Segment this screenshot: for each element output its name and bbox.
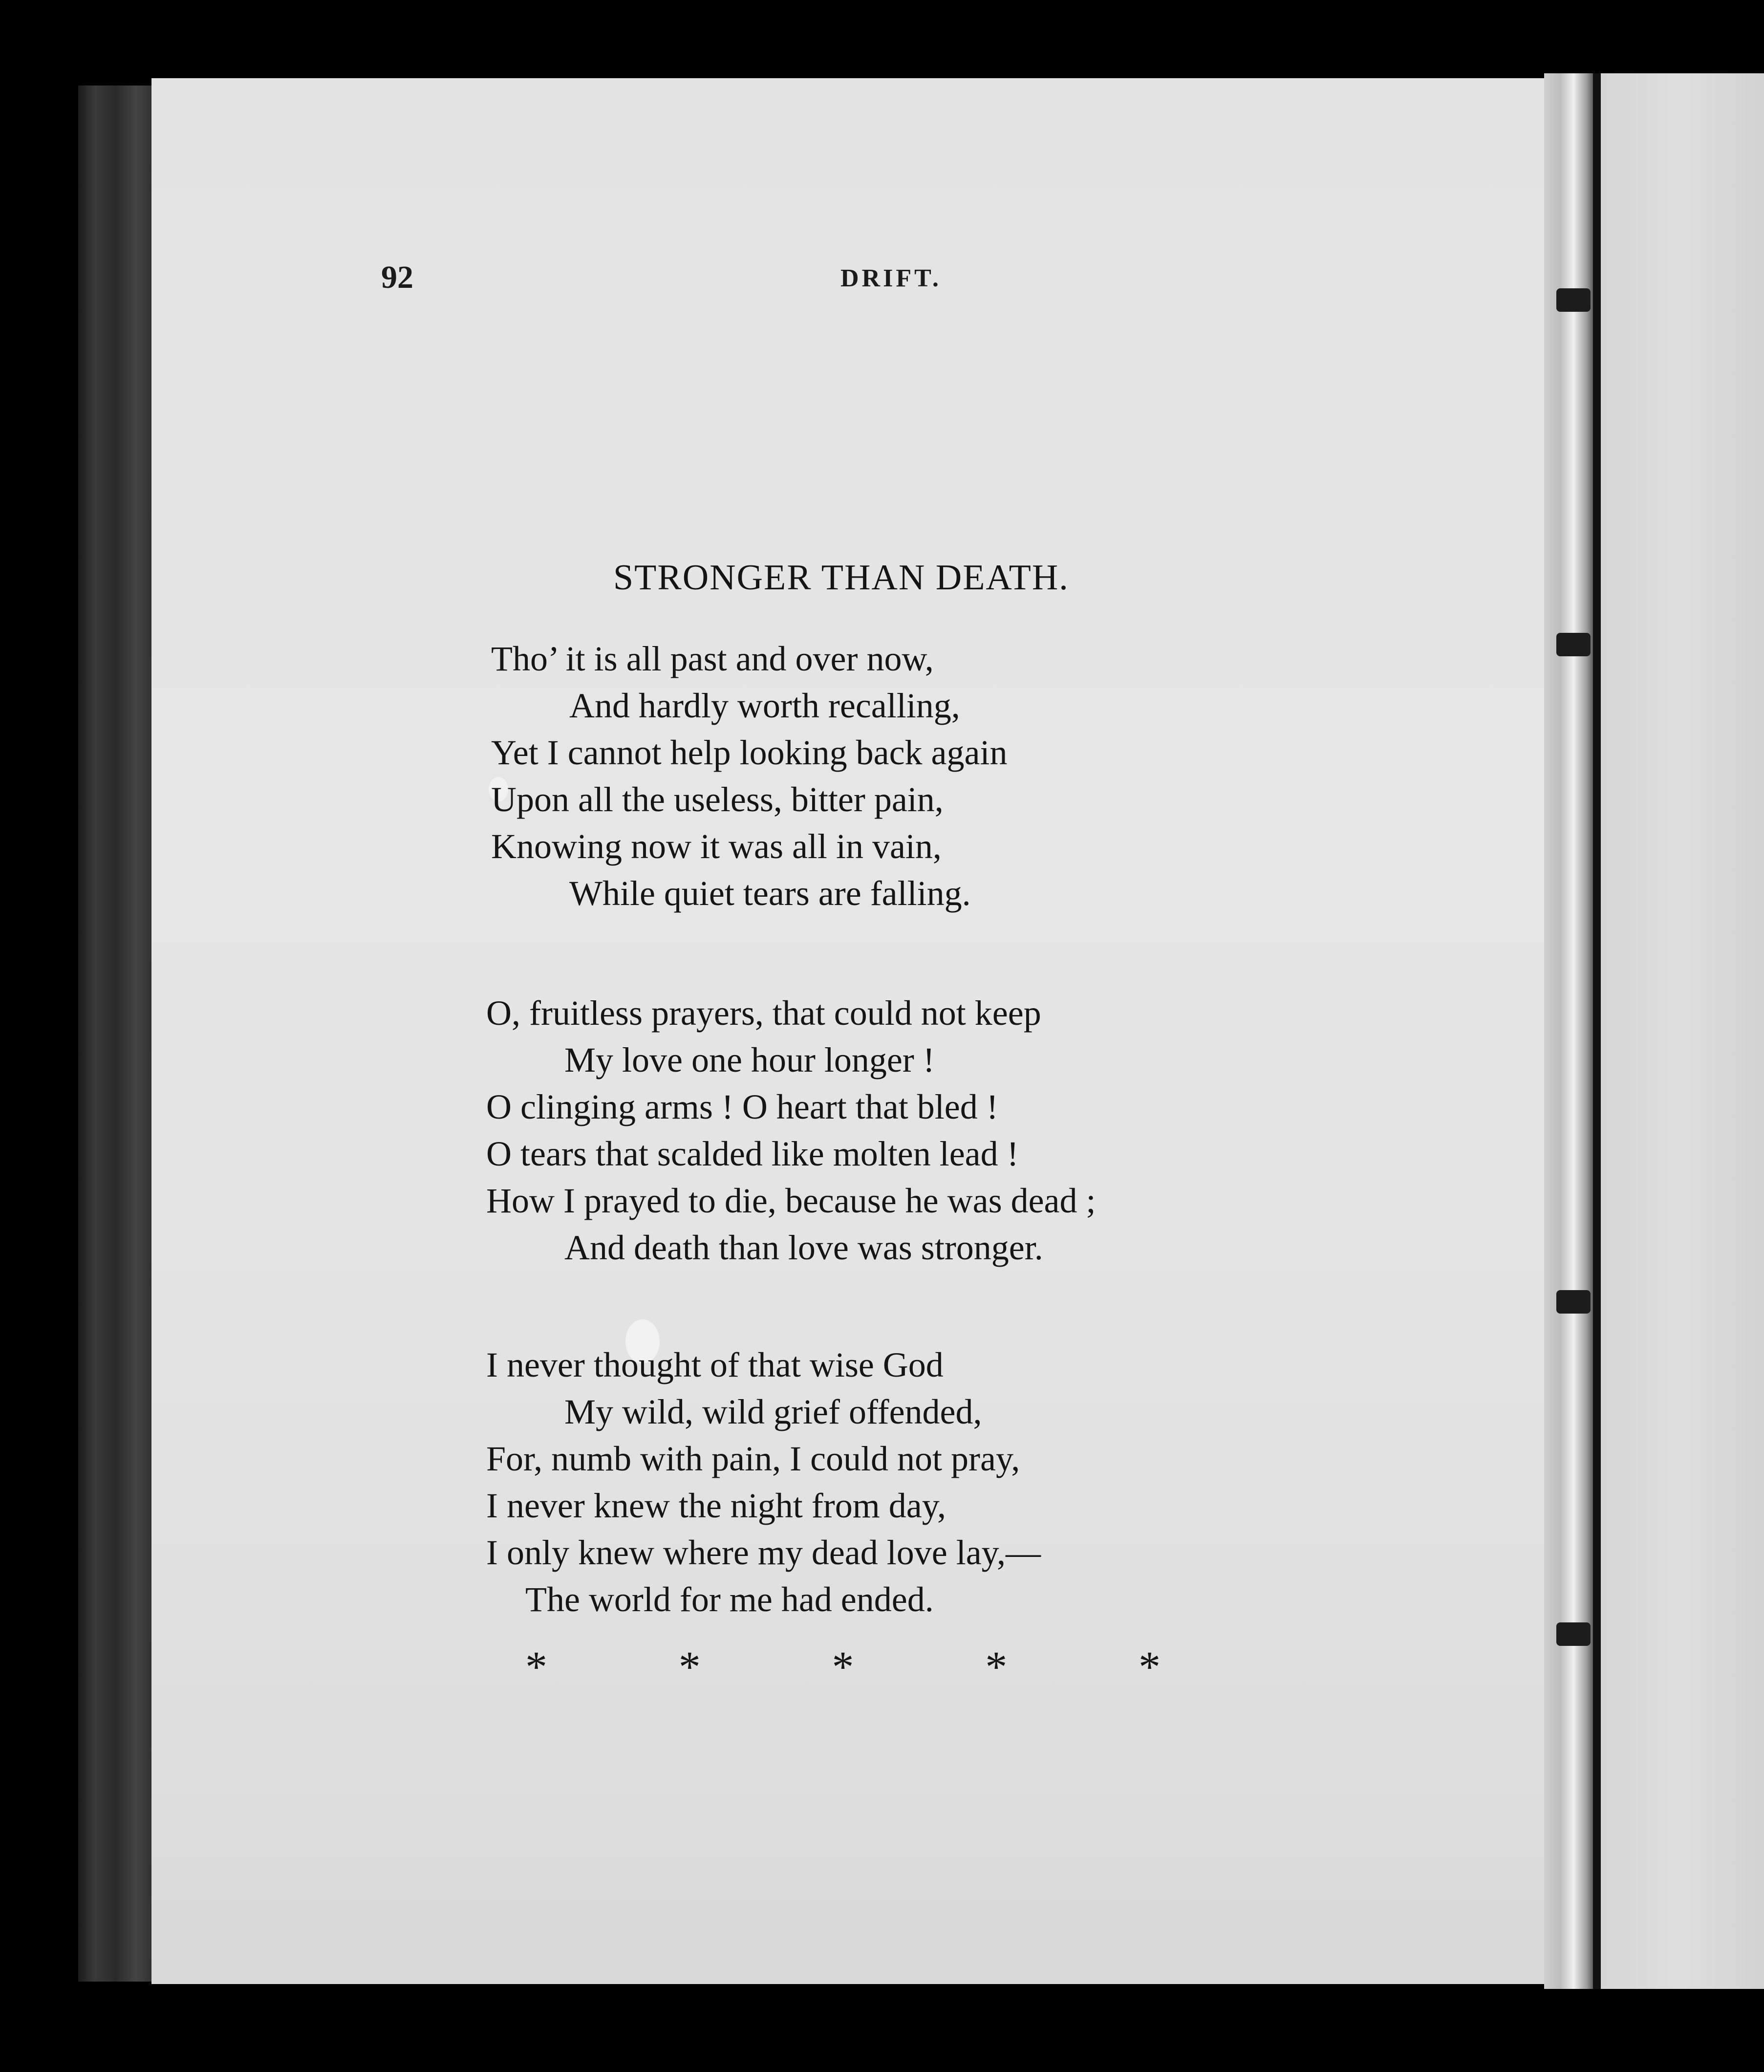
binding-thread	[1593, 73, 1601, 1989]
poem-line: My love one hour longer !	[564, 1040, 935, 1079]
poem-line: I never thought of that wise God	[486, 1345, 944, 1384]
running-title: DRIFT.	[840, 264, 942, 292]
binding-stitch	[1556, 1290, 1591, 1314]
stanza-1	[491, 635, 1468, 917]
poem-line: Upon all the useless, bitter pain,	[491, 780, 944, 819]
poem-line: And hardly worth recalling,	[569, 686, 960, 725]
page-number: 92	[381, 259, 413, 295]
facing-page	[1601, 73, 1764, 1989]
poem-line: Tho’ it is all past and over now,	[491, 639, 934, 678]
poem-line: I only knew where my dead love lay,—	[486, 1533, 1041, 1572]
poem-line: How I prayed to die, because he was dead ;	[486, 1181, 1096, 1220]
book-edge	[78, 86, 161, 1982]
binding-stitch	[1556, 288, 1591, 312]
binding-stitch	[1556, 1622, 1591, 1646]
poem-title: STRONGER THAN DEATH.	[613, 558, 1069, 598]
poem-line: The world for me had ended.	[525, 1580, 934, 1619]
poem-line: While quiet tears are falling.	[569, 874, 971, 913]
poem-line: Knowing now it was all in vain,	[491, 827, 942, 866]
asterisk: *	[678, 1643, 701, 1691]
poem-line: O, fruitless prayers, that could not keep	[486, 993, 1041, 1033]
binding-stitch	[1556, 633, 1591, 656]
poem-line: Yet I cannot help looking back again	[491, 733, 1008, 772]
stanza-3	[486, 1341, 1463, 1623]
page-gutter	[1544, 73, 1598, 1989]
poem-line: O clinging arms ! O heart that bled !	[486, 1087, 998, 1126]
asterisk: *	[525, 1643, 547, 1691]
poem-line: My wild, wild grief offended,	[564, 1392, 982, 1431]
asterisk: *	[1139, 1643, 1161, 1691]
stanza-2	[486, 990, 1463, 1271]
poem-line: And death than love was stronger.	[564, 1228, 1043, 1267]
poem-line: O tears that scalded like molten lead !	[486, 1134, 1019, 1173]
asterisk: *	[832, 1643, 854, 1691]
section-separator	[525, 1642, 1161, 1692]
asterisk: *	[985, 1643, 1008, 1691]
poem-line: For, numb with pain, I could not pray,	[486, 1439, 1020, 1478]
poem-line: I never knew the night from day,	[486, 1486, 947, 1525]
